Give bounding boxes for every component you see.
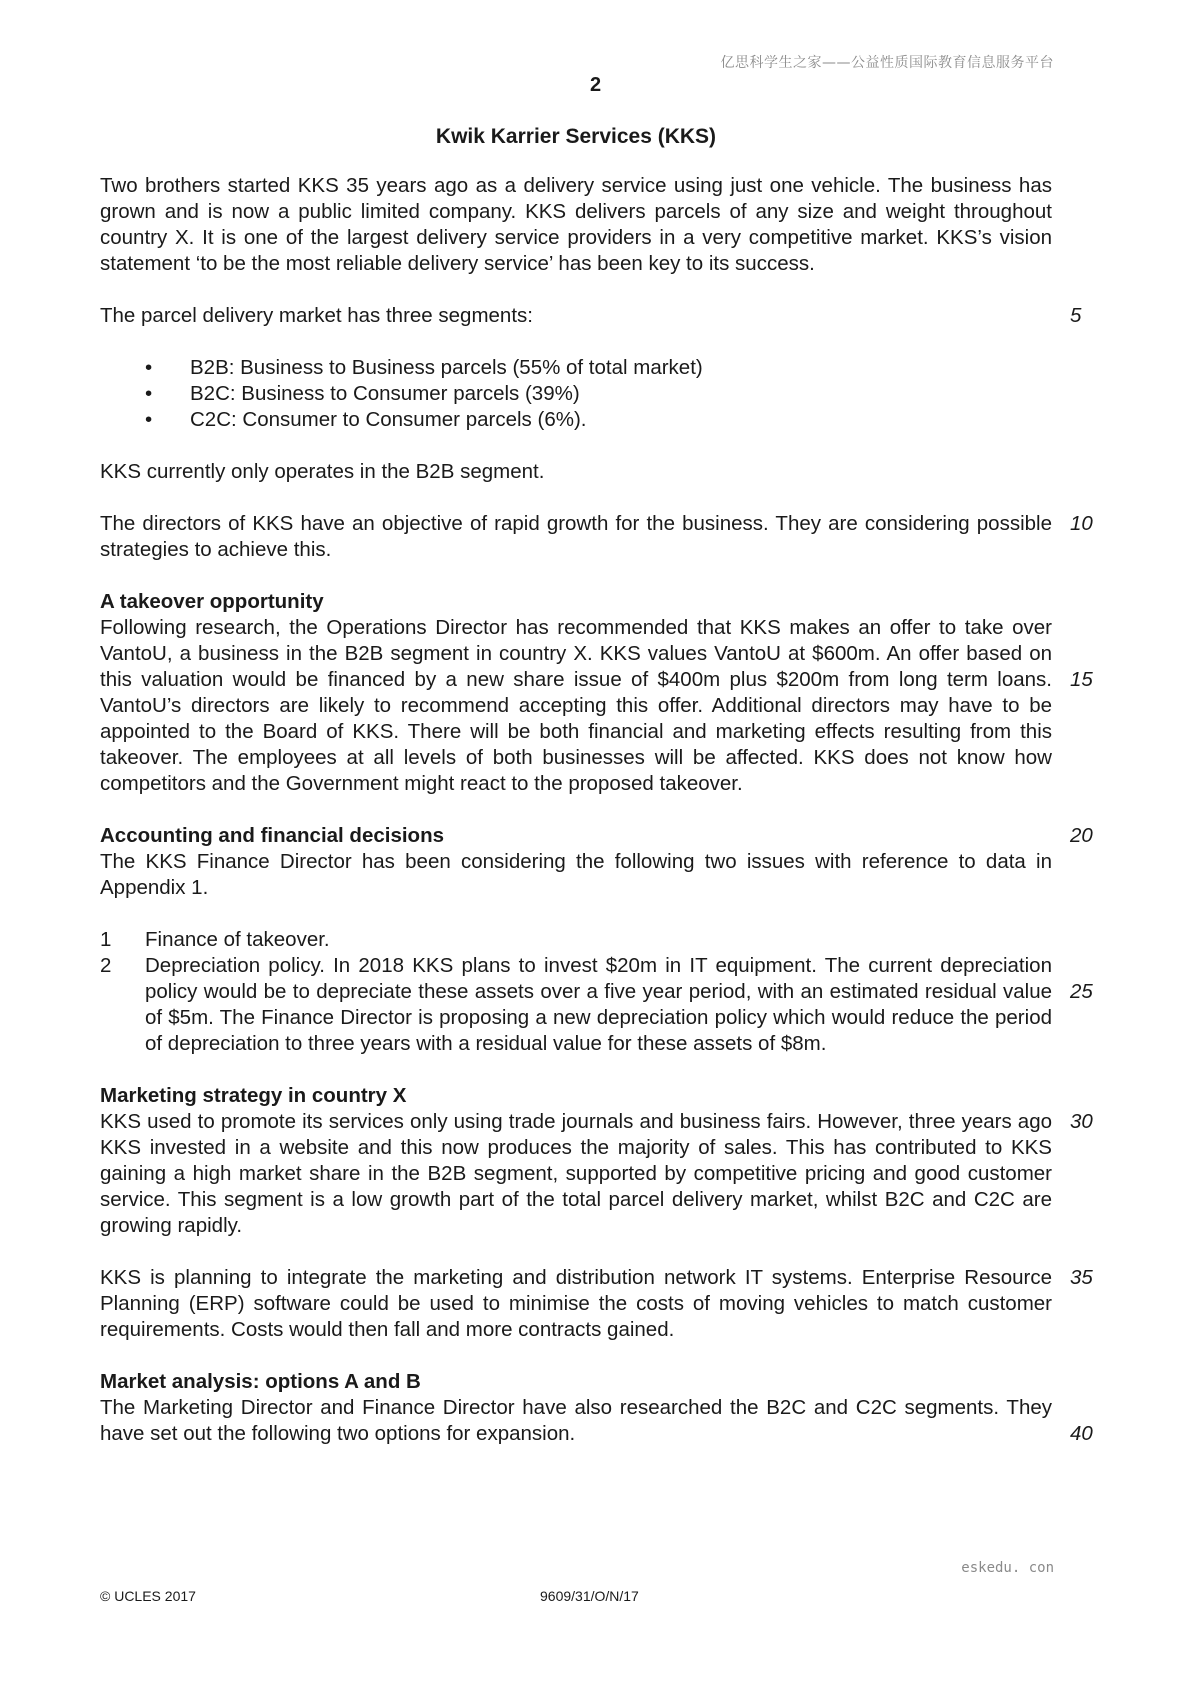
document-title: Kwik Karrier Services (KKS) [435, 125, 717, 148]
marketing-text-2: KKS is planning to integrate the marketing and distribution network IT systems. Enterprise Resource Planning (ERP) software could be used to minimise the costs of moving vehicles to match customer requirements. Costs would then fall and more contracts gained. [100, 1266, 1052, 1341]
list-item: 1 Finance of takeover. [100, 928, 330, 951]
accounting-heading: Accounting and financial decisions [100, 824, 444, 847]
line-number-35: 35 [1070, 1266, 1093, 1289]
line-number-40: 40 [1070, 1422, 1093, 1445]
marketing-text-1: KKS used to promote its services only using trade journals and business fairs. However, three years ago KKS invested in a website and this now produces the majority of sales. This has contributed to KKS gaining a high market share in the B2B segment, supported by competitive pricing and good customer service. This segment is a low growth part of the total parcel delivery market, whilst B2C and C2C are growing rapidly. [100, 1110, 1052, 1237]
document-body [100, 173, 1093, 1447]
objective-paragraph [100, 511, 1093, 563]
current-ops-paragraph: KKS currently only operates in the B2B segment. [100, 460, 545, 483]
market-analysis-text: The Marketing Director and Finance Director have also researched the B2C and C2C segments. They have set out the following two options for expansion. [100, 1396, 1052, 1445]
line-number-15: 15 [1070, 668, 1093, 691]
line-number-20: 20 [1070, 824, 1093, 847]
watermark-footer: eskedu. con [961, 1560, 1054, 1576]
marketing-heading: Marketing strategy in country X [100, 1084, 407, 1107]
segments-intro-text: The parcel delivery market has three segments: [100, 304, 533, 327]
market-analysis-section [100, 1369, 1093, 1447]
accounting-issues-list [100, 927, 1093, 1057]
takeover-text: Following research, the Operations Director has recommended that KKS makes an offer to take over VantoU, a business in the B2B segment in country X. KKS values VantoU at $600m. An offer based on this valuation would be financed by a new share issue of $400m plus $200m from long term loans. VantoU’s directors are likely to recommend accepting this offer. Additional directors may have to be appointed to the Board of KKS. There will be both financial and marketing effects resulting from this takeover. The employees at all levels of both businesses will be affected. KKS does not know how competitors and the Government might react to the proposed takeover. [100, 616, 1052, 795]
takeover-heading: A takeover opportunity [100, 590, 324, 613]
paper-code: 9609/31/O/N/17 [540, 1588, 639, 1604]
list-item: 2 Depreciation policy. In 2018 KKS plans to invest $20m in IT equipment. The current depreciation policy would be to depreciate these assets over a five year period, with an estimated residual value of $5m. The Finance Director is proposing a new depreciation policy which would reduce the period of depreciation to three years with a residual value for these assets of $8m. [100, 954, 1052, 1055]
list-item: • C2C: Consumer to Consumer parcels (6%). [145, 408, 587, 431]
line-number-10: 10 [1070, 512, 1093, 535]
line-number-30: 30 [1070, 1110, 1093, 1133]
market-analysis-heading: Market analysis: options A and B [100, 1370, 421, 1393]
line-number-25: 25 [1070, 980, 1093, 1003]
page-number: 2 [589, 74, 602, 96]
marketing-section [100, 1083, 1093, 1343]
bullet-icon: • [145, 382, 153, 405]
list-item: • B2C: Business to Consumer parcels (39%) [145, 382, 580, 405]
erp-paragraph [100, 1265, 1093, 1343]
line-number-5: 5 [1070, 304, 1082, 327]
accounting-text: The KKS Finance Director has been considering the following two issues with reference to data in Appendix 1. [100, 850, 1052, 899]
watermark-header: 亿思科学生之家——公益性质国际教育信息服务平台 [720, 55, 1054, 71]
segments-intro-paragraph [100, 303, 1082, 329]
objective-text: The directors of KKS have an objective of rapid growth for the business. They are considering possible strategies to achieve this. [100, 512, 1052, 561]
takeover-section [100, 589, 1093, 797]
intro-paragraph: Two brothers started KKS 35 years ago as a delivery service using just one vehicle. The business has grown and is now a public limited company. KKS delivers parcels of any size and weight throughout country X. It is one of the largest delivery service providers in a very competitive market. KKS’s vision statement ‘to be the most reliable delivery service’ has been key to its success. [100, 174, 1052, 275]
copyright-notice: © UCLES 2017 [100, 1588, 196, 1604]
segments-list [100, 355, 1052, 433]
bullet-icon: • [145, 408, 153, 431]
bullet-icon: • [145, 356, 153, 379]
list-item: • B2B: Business to Business parcels (55% of total market) [145, 356, 703, 379]
accounting-section [100, 823, 1093, 1057]
